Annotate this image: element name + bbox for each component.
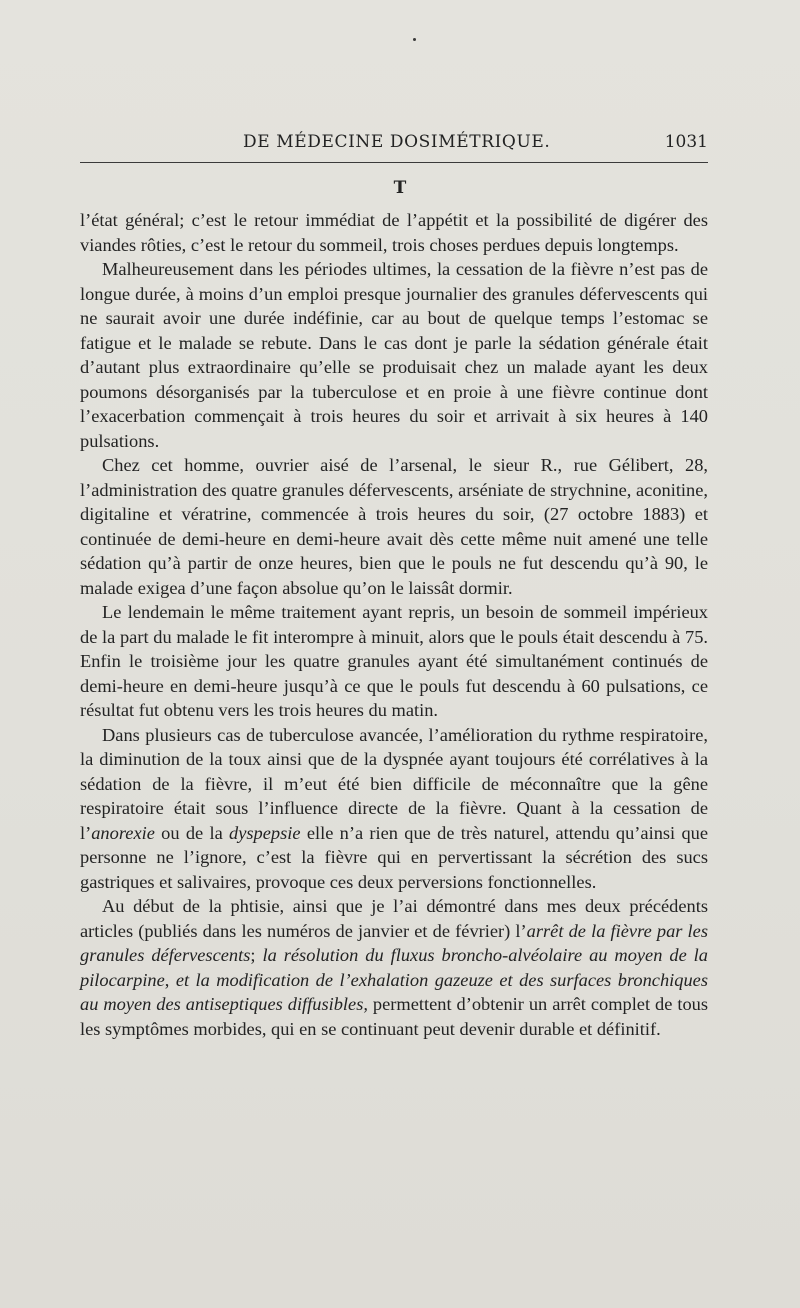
text-run: Le lendemain le même traitement ayant repris, un besoin de sommeil impérieux de la part du malade le fit interompre à minuit, alors que le pouls était descendu à 75. Enfin le troisième jour les quatre granules ayant été simultanément continués de demi-heure en demi-heure jusqu’à ce que le pouls fut descendu à 60 pulsations, ce résultat fut obtenu vers les trois heures du matin. xyxy=(80,602,708,720)
text-run: , xyxy=(164,969,176,990)
running-header xyxy=(80,132,708,156)
paragraph xyxy=(80,894,708,1041)
italic-text: arrêt de la fièvre par les granules défervescents xyxy=(80,920,708,965)
paragraph xyxy=(80,723,708,895)
text-run: Au début de la phtisie, ainsi que je l’ai démontré dans mes deux précédents articles (publiés dans les numéros de janvier et de février) l’ xyxy=(80,896,708,941)
italic-text: et la modification de l’exhalation gazeuze et des surfaces bronchiques au moyen des antiseptiques diffusibles, xyxy=(80,969,708,1014)
paragraph xyxy=(80,208,708,257)
italic-text: dyspepsie xyxy=(229,822,301,843)
page-number: 1031 xyxy=(664,132,708,152)
paragraph xyxy=(80,453,708,600)
paragraph xyxy=(80,600,708,723)
text-run: l’état général; c’est le retour immédiat de l’appétit et la possibilité de digérer des viandes rôties, c’est le retour du sommeil, trois choses perdues depuis longtemps. xyxy=(80,210,708,255)
header-rule xyxy=(80,162,708,163)
italic-text: anorexie xyxy=(91,822,155,843)
signature-mark: T xyxy=(393,178,407,198)
text-run: elle n’a rien que de très naturel, attendu qu’ainsi que personne ne l’ignore, c’est la fièvre qui en pervertissant la sécrétion des sucs gastriques et salivaires, provoque ces deux perversions fonctionnelles. xyxy=(80,822,708,892)
text-run: Dans plusieurs cas de tuberculose avancée, l’amélioration du rythme respiratoire, la diminution de la toux ainsi que de la dyspnée ayant toujours été corrélatives à la sédation de la fièvre, il m’eut été bien difficile de méconnaître que la gêne respiratoire était sous l’influence directe de la fièvre. Quant à la cessation de l’ xyxy=(80,724,708,843)
print-speck xyxy=(413,38,416,41)
body-text xyxy=(80,208,708,1041)
paragraph xyxy=(80,257,708,453)
text-run: Malheureusement dans les périodes ultimes, la cessation de la fièvre n’est pas de longue durée, à moins d’un emploi presque journalier des granules défervescents qui ne saurait avoir une durée indéfinie, car au bout de quelque temps l’estomac se fatigue et le malade se rebute. Dans le cas dont je parle la sédation générale était d’autant plus extraordinaire qu’elle se produisait chez un malade ayant les deux poumons désorganisés par la tuberculose et en proie à une fièvre continue dont l’exacerbation commençait à trois heures du soir et arrivait à six heures à 140 pulsations. xyxy=(80,259,708,451)
text-run: permettent d’obtenir un arrêt complet de tous les symptômes morbides, qui en se continuant peut devenir durable et définitif. xyxy=(80,994,708,1039)
text-run: Chez cet homme, ouvrier aisé de l’arsenal, le sieur R., rue Gélibert, 28, l’administration des quatre granules défervescents, arséniate de strychnine, aconitine, digitaline et vératrine, commencée à trois heures du soir, (27 octobre 1883) et continuée de demi-heure en demi-heure avait dès cette même nuit amené une telle sédation qu’à partir de onze heures, bien que le pouls ne fut descendu qu’à 90, le malade exigea d’une façon absolue qu’on le laissât dormir. xyxy=(80,455,708,598)
text-run: ou de la xyxy=(154,822,230,843)
text-run: ; xyxy=(250,945,263,965)
italic-text: la résolution du fluxus broncho-alvéolaire au moyen de la pilocarpine xyxy=(80,945,708,990)
running-title: DE MÉDECINE DOSIMÉTRIQUE. xyxy=(243,132,551,152)
